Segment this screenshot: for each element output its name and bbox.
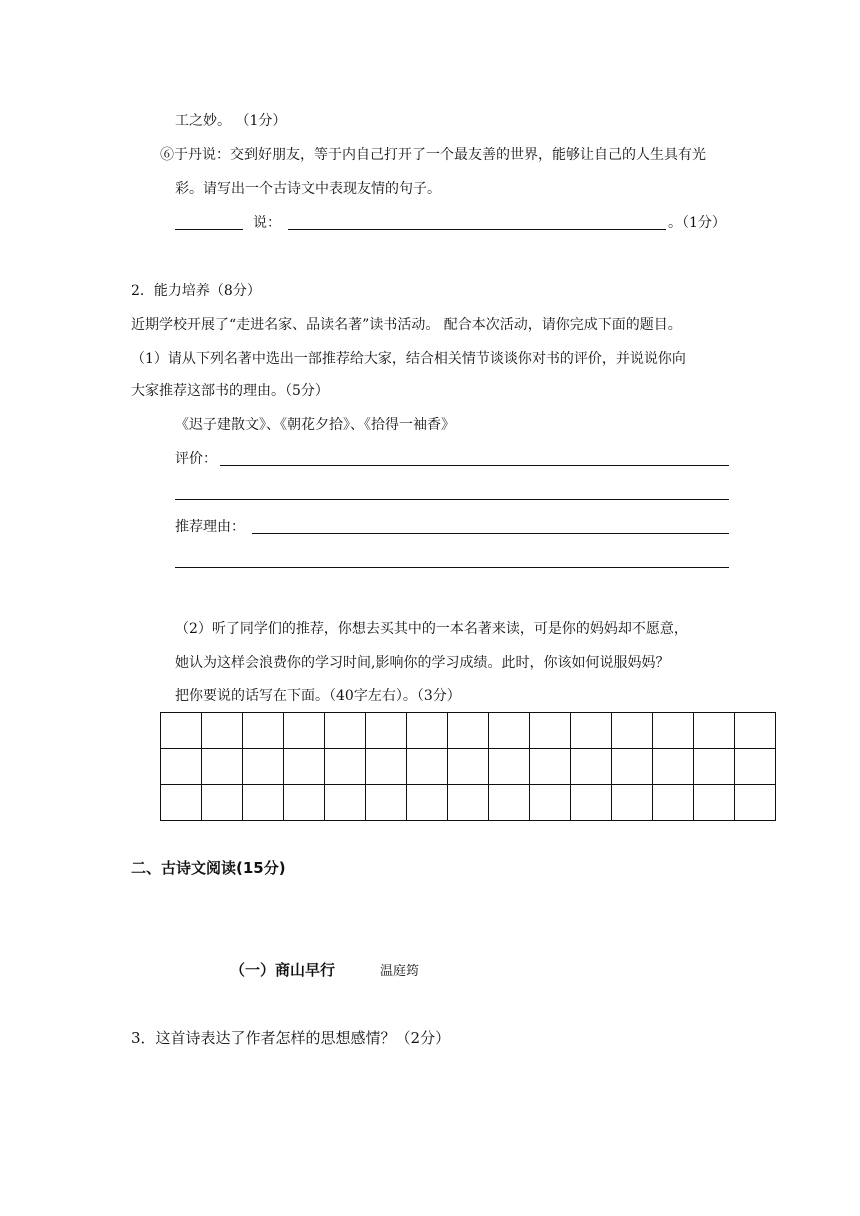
grid-cell[interactable] xyxy=(325,749,366,785)
grid-cell[interactable] xyxy=(161,785,202,821)
q3-text: 3．这首诗表达了作者怎样的思想感情？（2分） xyxy=(131,1029,451,1047)
grid-cell[interactable] xyxy=(407,749,448,785)
answer-grid[interactable] xyxy=(160,712,776,821)
blank-score: 。（1分） xyxy=(668,215,726,231)
q2-intro: 近期学校开展了“走进名家、品读名著”读书活动。 配合本次活动，请你完成下面的题目。 xyxy=(131,317,682,333)
q2-part2-line2: 她认为这样会浪费你的学习时间,影响你的学习成绩。此时，你该如何说服妈妈？ xyxy=(175,655,670,671)
grid-cell[interactable] xyxy=(653,713,694,749)
grid-cell[interactable] xyxy=(366,749,407,785)
grid-cell[interactable] xyxy=(735,713,776,749)
q2-part1-line2: 大家推荐这部书的理由。（5分） xyxy=(131,383,329,399)
grid-cell[interactable] xyxy=(612,713,653,749)
q2-part2-line3: 把你要说的话写在下面。（40字左右）。（3分） xyxy=(175,688,461,704)
grid-cell[interactable] xyxy=(530,749,571,785)
answer-blank-quote[interactable] xyxy=(288,229,666,230)
said-label: 说： xyxy=(253,215,281,231)
grid-cell[interactable] xyxy=(407,785,448,821)
q2-part2-line1: （2）听了同学们的推荐，你想去买其中的一本名著来读，可是你的妈妈却不愿意， xyxy=(175,621,688,637)
grid-cell[interactable] xyxy=(161,713,202,749)
grid-cell[interactable] xyxy=(735,749,776,785)
grid-cell[interactable] xyxy=(571,749,612,785)
grid-cell[interactable] xyxy=(325,785,366,821)
poem-author: 温庭筠 xyxy=(380,964,420,979)
grid-cell[interactable] xyxy=(202,713,243,749)
grid-cell[interactable] xyxy=(489,749,530,785)
grid-cell[interactable] xyxy=(694,785,735,821)
grid-cell[interactable] xyxy=(653,749,694,785)
grid-cell[interactable] xyxy=(325,713,366,749)
grid-cell[interactable] xyxy=(694,749,735,785)
grid-cell[interactable] xyxy=(407,713,448,749)
grid-cell[interactable] xyxy=(243,785,284,821)
grid-cell[interactable] xyxy=(489,713,530,749)
grid-cell[interactable] xyxy=(530,785,571,821)
grid-cell[interactable] xyxy=(284,749,325,785)
poem-title: （一）商山早行 xyxy=(230,961,336,979)
grid-cell[interactable] xyxy=(366,713,407,749)
reason-answer-line-2[interactable] xyxy=(175,567,729,568)
grid-cell[interactable] xyxy=(489,785,530,821)
grid-cell[interactable] xyxy=(612,785,653,821)
eval-answer-line-1[interactable] xyxy=(220,465,729,466)
reason-label: 推荐理由： xyxy=(175,519,245,535)
grid-cell[interactable] xyxy=(530,713,571,749)
grid-cell[interactable] xyxy=(653,785,694,821)
reason-answer-line-1[interactable] xyxy=(252,533,729,534)
q1-line-a: 工之妙。 （1分） xyxy=(175,113,287,129)
grid-row xyxy=(161,785,776,821)
grid-cell[interactable] xyxy=(571,785,612,821)
book-list: 《迟子建散文》、《朝花夕拾》、《拾得一袖香》 xyxy=(175,417,455,433)
eval-label: 评价： xyxy=(175,451,217,467)
q1-item6-line1: ⑥于丹说：交到好朋友，等于内自己打开了一个最友善的世界，能够让自己的人生具有光 xyxy=(160,147,706,163)
q2-part1-line1: （1）请从下列名著中选出一部推荐给大家，结合相关情节谈谈你对书的评价，并说说你向 xyxy=(131,351,686,367)
q1-item6-line2: 彩。请写出一个古诗文中表现友情的句子。 xyxy=(175,181,441,197)
grid-cell[interactable] xyxy=(448,749,489,785)
grid-cell[interactable] xyxy=(694,713,735,749)
grid-cell[interactable] xyxy=(284,785,325,821)
section2-heading: 二、古诗文阅读(15分) xyxy=(131,859,286,877)
grid-cell[interactable] xyxy=(202,785,243,821)
grid-cell[interactable] xyxy=(735,785,776,821)
grid-row xyxy=(161,713,776,749)
grid-cell[interactable] xyxy=(612,749,653,785)
q2-heading: 2．能力培养（8分） xyxy=(131,283,261,299)
grid-cell[interactable] xyxy=(243,749,284,785)
grid-cell[interactable] xyxy=(448,785,489,821)
grid-cell[interactable] xyxy=(161,749,202,785)
grid-cell[interactable] xyxy=(202,749,243,785)
eval-answer-line-2[interactable] xyxy=(175,499,729,500)
grid-cell[interactable] xyxy=(448,713,489,749)
grid-cell[interactable] xyxy=(243,713,284,749)
answer-blank-speaker[interactable] xyxy=(175,229,243,230)
grid-row xyxy=(161,749,776,785)
grid-cell[interactable] xyxy=(571,713,612,749)
grid-cell[interactable] xyxy=(366,785,407,821)
grid-cell[interactable] xyxy=(284,713,325,749)
